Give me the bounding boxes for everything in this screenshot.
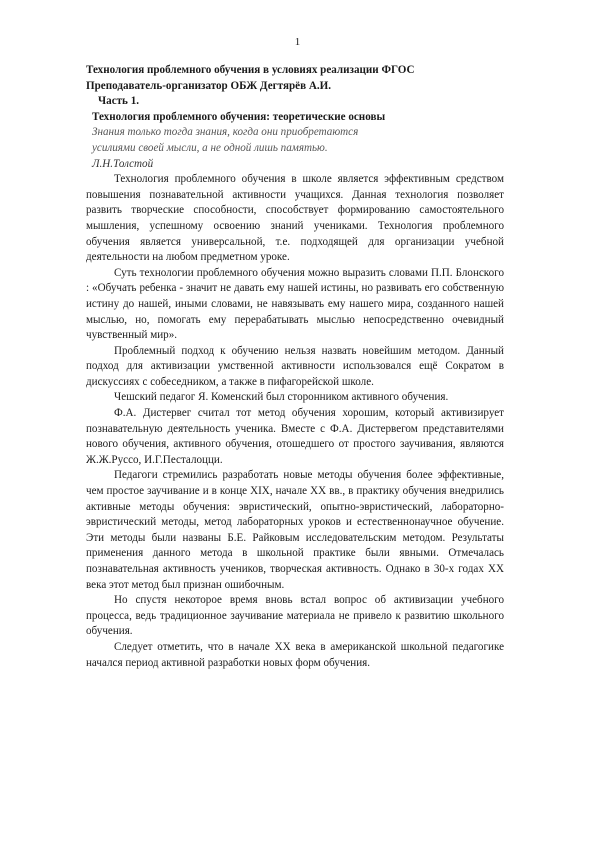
page-number: 1: [294, 36, 301, 48]
paragraph: Следует отметить, что в начале XX века в американской школьной педагогике начался период активной разработки новых форм обучения.: [86, 640, 504, 669]
paragraph: Технология проблемного обучения в школе является эффективным средством повышения познавательной активности учащихся. Данная технология позволяет развить творческие способности, способствует формированию самостоятельного мышления, успешному освоению знаний учениками. Технология проблемного обучения является универсальной, т.е. подходящей для организации учебной деятельности на любом предметном уроке.: [86, 173, 504, 264]
epigraph-author: Л.Н.Толстой: [92, 157, 154, 170]
document-title: Технология проблемного обучения в условиях реализации ФГОС: [86, 64, 415, 76]
teacher-line: Преподаватель-организатор ОБЖ Дегтярёв А.И.: [86, 79, 332, 92]
document-body: [86, 63, 504, 671]
section-subtitle: Технология проблемного обучения: теоретические основы: [92, 110, 386, 123]
paragraph: Проблемный подход к обучению нельзя назвать новейшим методом. Данный подход для активизации умственной активности использовался ещё Сократом в дискуссиях с собеседником, а также в пифагорейской школе.: [86, 344, 504, 388]
paragraph: Педагоги стремились разработать новые методы обучения более эффективные, чем простое заучивание и в конце XIX, начале XX вв., в практику обучения внедрились активные методы обучения: эвристический, опытно-эвристический, лабораторно-эвристический методы, метод лабораторных уроков и естественнонаучное обучение. Эти методы были названы Б.Е. Райковым исследовательским методом. Результаты применения данного метода в школьной практике были явными. Отмечалась познавательная активность учеников, творческая активность. Однако в 30-х годах XX века этот метод был признан ошибочным.: [86, 469, 504, 591]
paragraph: Но спустя некоторое время вновь встал вопрос об активизации учебного процесса, ведь традиционное заучивание материала не привело к развитию школьного обучения.: [86, 594, 504, 638]
epigraph-line: Знания только тогда знания, когда они приобретаются: [92, 126, 359, 139]
epigraph-line: усилиями своей мысли, а не одной лишь памятью.: [92, 141, 328, 154]
paragraph: Ф.А. Дистервег считал тот метод обучения хорошим, который активизирует познавательную деятельность ученика. Вместе с Ф.А. Дистервегом представителями нового обучения, активного обучения, отошедшего от простого заучивания, являются Ж.Ж.Руссо, И.Г.Песталоцци.: [86, 407, 504, 466]
paragraph: Суть технологии проблемного обучения можно выразить словами П.П. Блонского : «Обучать ребенка - значит не давать ему нашей истины, но развивать его собственную истину до нашей, иными словами, не навязывать ему нашего мира, созданного нашей мыслью, но, помогать ему перерабатывать мыслью непосредственно очевидный чувственный мир».: [86, 266, 504, 342]
paragraph: Чешский педагог Я. Коменский был сторонником активного обучения.: [114, 391, 449, 404]
epigraph: [86, 125, 504, 172]
part-heading: Часть 1.: [98, 95, 140, 108]
